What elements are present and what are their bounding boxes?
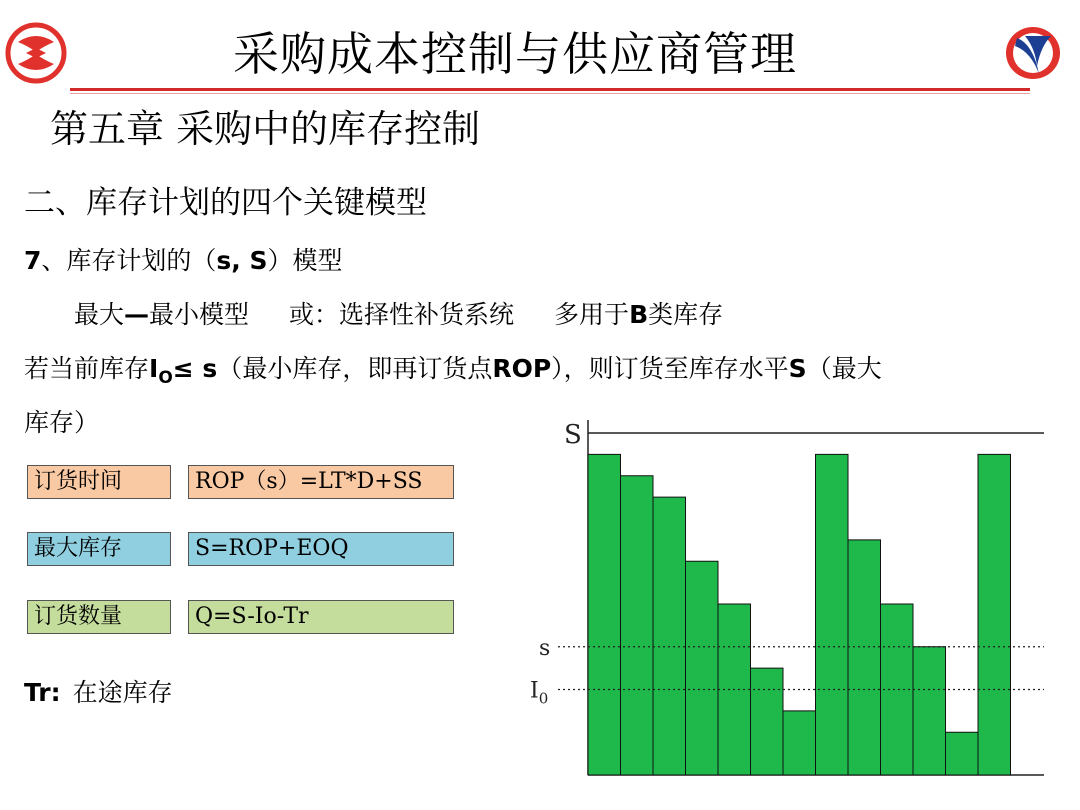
reference-label: S [564, 420, 582, 450]
section-title: 二、库存计划的四个关键模型 [24, 185, 427, 221]
formula-label-order-time: 订货时间 [27, 465, 171, 499]
model-description: 最大—最小模型 或：选择性补货系统 多用于B类库存 [74, 300, 724, 329]
inventory-bar [783, 711, 816, 775]
header-title: 采购成本控制与供应商管理 [233, 27, 797, 81]
inventory-bar [686, 561, 719, 775]
formula-label-max-inventory: 最大库存 [27, 532, 171, 566]
inventory-bar [588, 454, 621, 775]
formula-value-order-quantity: Q=S-Io-Tr [188, 600, 454, 634]
reference-label: s [539, 635, 551, 661]
rule-line-2: 库存） [24, 408, 100, 437]
inventory-bar [653, 497, 686, 775]
inventory-bar [621, 476, 654, 775]
formula-label-order-quantity: 订货数量 [27, 600, 171, 634]
chapter-title: 第五章 采购中的库存控制 [50, 107, 481, 151]
reference-label-subscript: 0 [538, 689, 549, 708]
inventory-bar [946, 732, 979, 775]
inventory-bar [816, 454, 849, 775]
inventory-bar [978, 454, 1011, 775]
model-heading: 7、库存计划的（s, S）模型 [24, 246, 343, 275]
formula-value-order-time: ROP（s）=LT*D+SS [188, 465, 454, 499]
in-transit-note: Tr: 在途库存 [24, 678, 173, 707]
inventory-bar [913, 647, 946, 775]
formula-value-max-inventory: S=ROP+EOQ [188, 532, 454, 566]
rule-line-1: 若当前库存$I_O\le s$（最小库存，即再订货点ROP），则订货至库存水平S（最大 [24, 354, 882, 388]
inventory-bar [751, 668, 784, 775]
reference-label: $I_0$ [530, 678, 549, 708]
inventory-bar [848, 540, 881, 775]
